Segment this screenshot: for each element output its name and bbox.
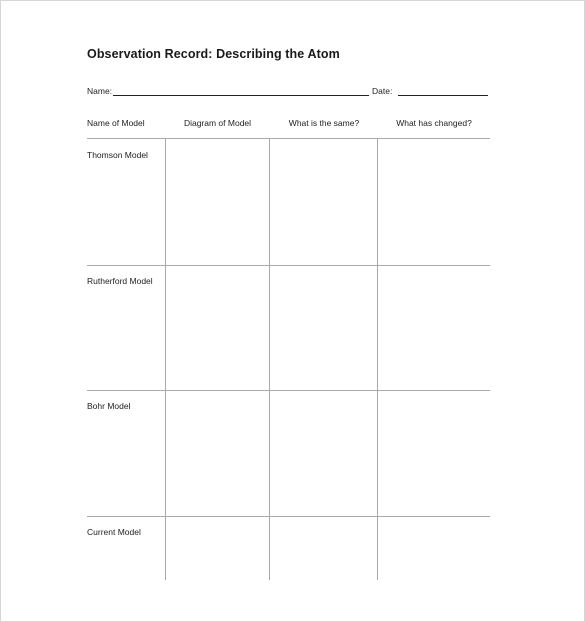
cell-current-same[interactable] [270,517,377,580]
date-field-line[interactable] [398,95,488,96]
column-header-name-of-model: Name of Model [87,118,145,128]
cell-rutherford-same[interactable] [270,266,377,390]
cell-bohr-same[interactable] [270,391,377,516]
column-header-diagram-of-model: Diagram of Model [183,118,252,128]
cell-current-diagram[interactable] [166,517,269,580]
cell-current-changed[interactable] [378,517,490,580]
row-label-rutherford-model: Rutherford Model [87,276,153,286]
cell-thomson-diagram[interactable] [166,139,269,265]
cell-thomson-same[interactable] [270,139,377,265]
column-header-what-is-the-same: What is the same? [288,118,360,128]
row-label-current-model: Current Model [87,527,141,537]
cell-thomson-changed[interactable] [378,139,490,265]
date-label: Date: [372,86,393,96]
page-title: Observation Record: Describing the Atom [87,47,340,61]
row-label-bohr-model: Bohr Model [87,401,131,411]
cell-rutherford-diagram[interactable] [166,266,269,390]
cell-bohr-diagram[interactable] [166,391,269,516]
column-header-what-has-changed: What has changed? [396,118,472,128]
cell-bohr-changed[interactable] [378,391,490,516]
name-field-line[interactable] [113,95,369,96]
row-label-thomson-model: Thomson Model [87,150,148,160]
cell-rutherford-changed[interactable] [378,266,490,390]
name-label: Name: [87,86,113,96]
